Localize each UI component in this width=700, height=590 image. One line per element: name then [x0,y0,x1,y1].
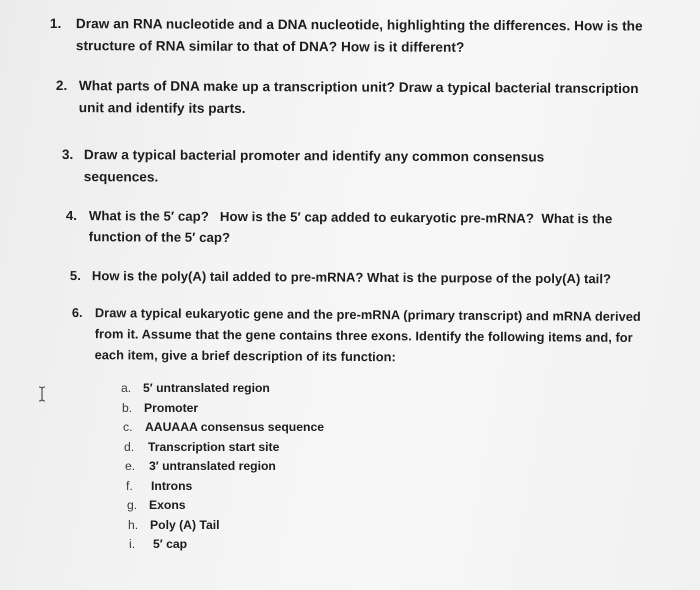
item-letter: a. [121,381,132,395]
item-label: Promoter [144,400,199,415]
list-item [124,438,381,458]
question-2 [56,75,656,122]
question-6 [72,302,647,369]
item-label: Poly (A) Tail [150,517,220,532]
question-4 [66,205,656,251]
list-item [122,399,381,419]
question-text: What parts of DNA make up a transcription unit? Draw a typical bacterial transcription unit and identify its parts. [78,78,639,116]
question-number: 5. [69,267,81,284]
question-text: What is the 5′ cap? How is the 5′ cap added to eukaryotic pre-mRNA? What is the function of the 5′ cap? [88,208,617,246]
item-letter: e. [125,459,136,473]
question-number: 2. [55,77,68,94]
question-number: 3. [61,146,74,163]
question-text: How is the poly(A) tail added to pre-mRNA? What is the purpose of the poly(A) tail? [91,268,612,287]
item-letter: h. [128,517,139,532]
question-text: Draw a typical bacterial promoter and identify any common consensus sequences. [83,147,545,185]
question-5 [70,265,630,290]
list-item [125,457,381,477]
item-letter: g. [127,498,138,512]
item-letter: i. [129,537,136,551]
item-label: 3′ untranslated region [149,459,276,473]
list-item [123,418,381,438]
item-label: 5′ cap [153,537,188,551]
question-number: 6. [71,304,83,321]
item-letter: d. [124,439,135,454]
item-label: Introns [151,478,193,493]
item-list [121,379,381,555]
item-letter: c. [123,420,133,434]
question-text: Draw an RNA nucleotide and a DNA nucleotide, highlighting the differences. How is the structure of RNA similar to that of DNA? How is it different? [75,16,643,55]
list-item [129,535,381,555]
list-item [127,496,381,516]
item-label: AAUAAA consensus sequence [145,420,325,434]
question-text: Draw a typical eukaryotic gene and the pre-mRNA (primary transcript) and mRNA derived from it. Assume that the gene contains three exons. Identify the following items and, for each item, give a brief description of its function: [94,305,641,365]
item-label: Transcription start site [148,439,280,454]
item-label: 5′ untranslated region [143,381,270,395]
list-item [128,516,381,536]
question-1 [50,13,650,60]
list-item [121,379,381,399]
list-item [126,477,381,497]
item-label: Exons [149,498,186,512]
question-3 [62,144,622,191]
question-number: 4. [65,207,78,224]
item-letter: f. [126,478,133,493]
question-number: 1. [49,15,62,32]
item-letter: b. [122,400,133,415]
text-cursor-icon [38,386,46,402]
